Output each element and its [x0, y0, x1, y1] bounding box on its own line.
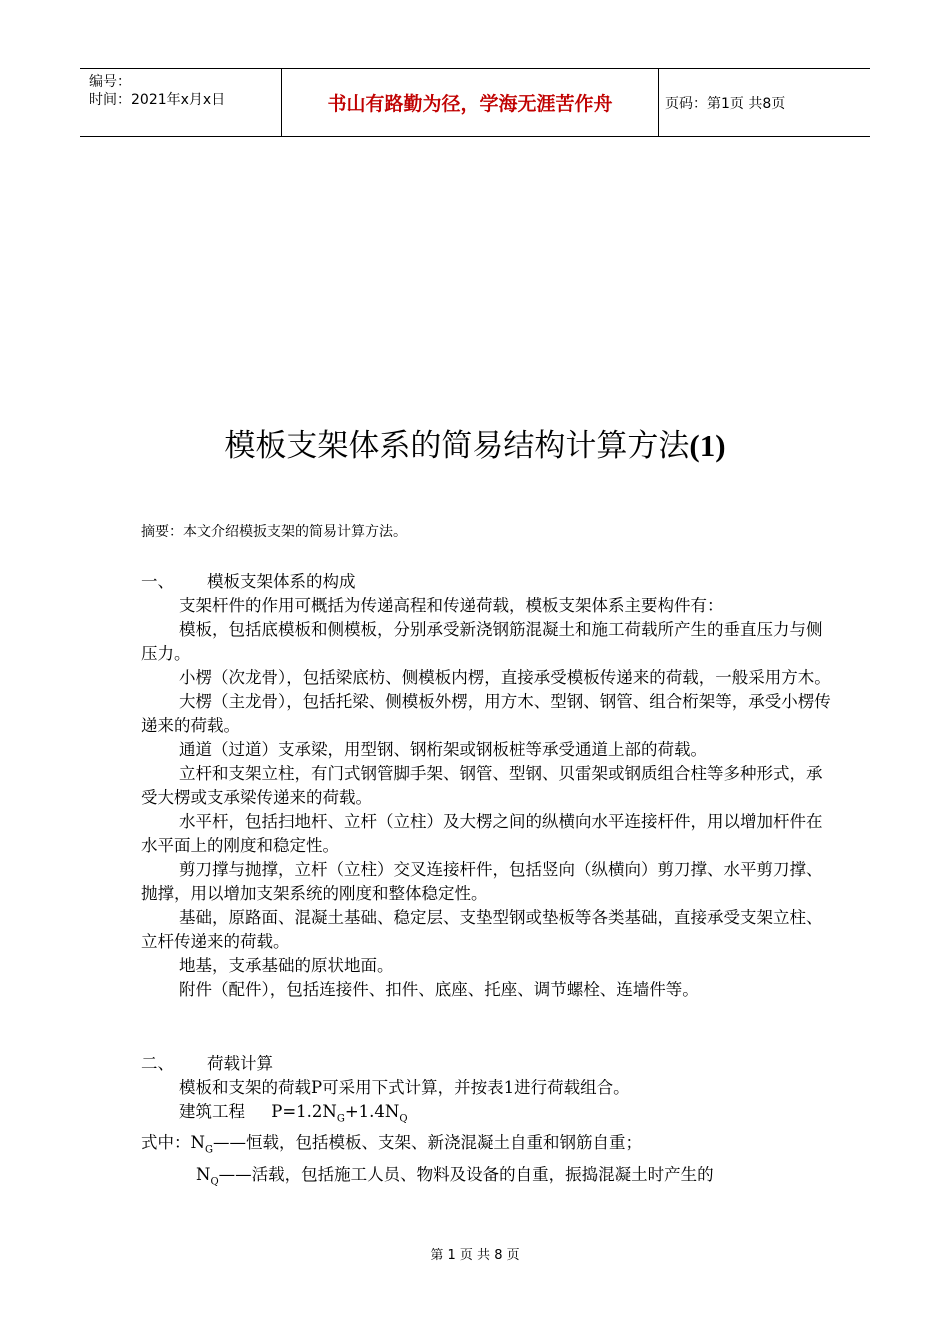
paragraph: 模板和支架的荷载P可采用下式计算，并按表1进行荷载组合。: [179, 1078, 630, 1097]
paragraph: 支架杆件的作用可概括为传递高程和传递荷载，模板支架体系主要构件有：: [179, 596, 724, 615]
header-motto: 书山有路勤为径，学海无涯苦作舟: [282, 69, 659, 136]
document-body: [141, 520, 831, 1194]
section-1-heading: [141, 570, 831, 594]
paragraph: 通道（过道）支承梁，用型钢、钢桁架或钢板桩等承受通道上部的荷载。: [179, 740, 707, 759]
paragraph: 大楞（主龙骨），包括托梁、侧模板外楞，用方木、型钢、钢管、组合桁架等，承受小楞传递来的荷载。: [141, 692, 831, 735]
section-1-number: 一、: [141, 572, 174, 591]
section-2-title: 荷载计算: [207, 1054, 273, 1073]
header-page-info: 页码：第1页 共8页: [665, 95, 786, 112]
document-title: [0, 420, 950, 465]
formula-label: 建筑工程: [179, 1102, 245, 1121]
formula-mid: +1.4N: [344, 1102, 400, 1121]
title-suffix: (1): [689, 428, 726, 463]
header-table: [80, 68, 870, 137]
header-left-cell: [80, 69, 282, 136]
nq-text: ——活载，包括施工人员、物料及设备的自重，振捣混凝土时产生的: [218, 1164, 714, 1184]
paragraph: 剪刀撑与抛撑，立杆（立柱）交叉连接杆件，包括竖向（纵横向）剪刀撑、水平剪刀撑、抛撑，用以增加支架系统的刚度和整体稳定性。: [141, 860, 823, 903]
page-footer: 第 1 页 共 8 页: [430, 1248, 520, 1263]
abstract: 摘要：本文介绍模扳支架的简易计算方法。: [141, 524, 407, 540]
paragraph: 模板，包括底模板和侧模板，分别承受新浇钢筋混凝土和施工荷载所产生的垂直压力与侧压力。: [141, 620, 823, 663]
title-main: 模板支架体系的简易结构计算方法: [224, 428, 690, 464]
ng-sub: G: [204, 1144, 213, 1156]
paragraph: 基础，原路面、混凝土基础、稳定层、支垫型钢或垫板等各类基础，直接承受支架立柱、立杆传递来的荷载。: [141, 908, 823, 951]
code-label: 编号：: [89, 74, 131, 90]
paragraph: 小楞（次龙骨），包括梁底枋、侧模板内楞，直接承受模板传递来的荷载，一般采用方木。: [179, 668, 831, 687]
nq-definition: [141, 1163, 831, 1194]
paragraph: 地基，支承基础的原状地面。: [179, 956, 394, 975]
time-label: 时间：2021年x月x日: [89, 92, 226, 108]
section-2-number: 二、: [141, 1054, 174, 1073]
nq-sub: Q: [210, 1175, 219, 1187]
formula-q-sub: Q: [399, 1113, 408, 1125]
nq-prefix: N: [196, 1164, 211, 1184]
ng-text: ——恒载，包括模板、支架、新浇混凝土自重和钢筋自重；: [212, 1133, 642, 1153]
load-formula: [141, 1100, 831, 1131]
paragraph: 附件（配件），包括连接件、扣件、底座、托座、调节螺栓、连墙件等。: [179, 980, 699, 999]
paragraph: 立杆和支架立柱，有门式钢管脚手架、钢管、型钢、贝雷架或钢质组合柱等多种形式，承受大楞或支承梁传递来的荷载。: [141, 764, 823, 807]
section-2-heading: [141, 1052, 831, 1076]
paragraph: 水平杆，包括扫地杆、立杆（立柱）及大楞之间的纵横向水平连接杆件，用以增加杆件在水平面上的刚度和稳定性。: [141, 812, 823, 855]
section-1-title: 模板支架体系的构成: [207, 572, 356, 591]
ng-prefix: 式中：N: [141, 1133, 205, 1153]
formula-p: P=1.2N: [271, 1102, 337, 1121]
ng-definition: [141, 1131, 831, 1162]
formula-g-sub: G: [336, 1113, 345, 1125]
